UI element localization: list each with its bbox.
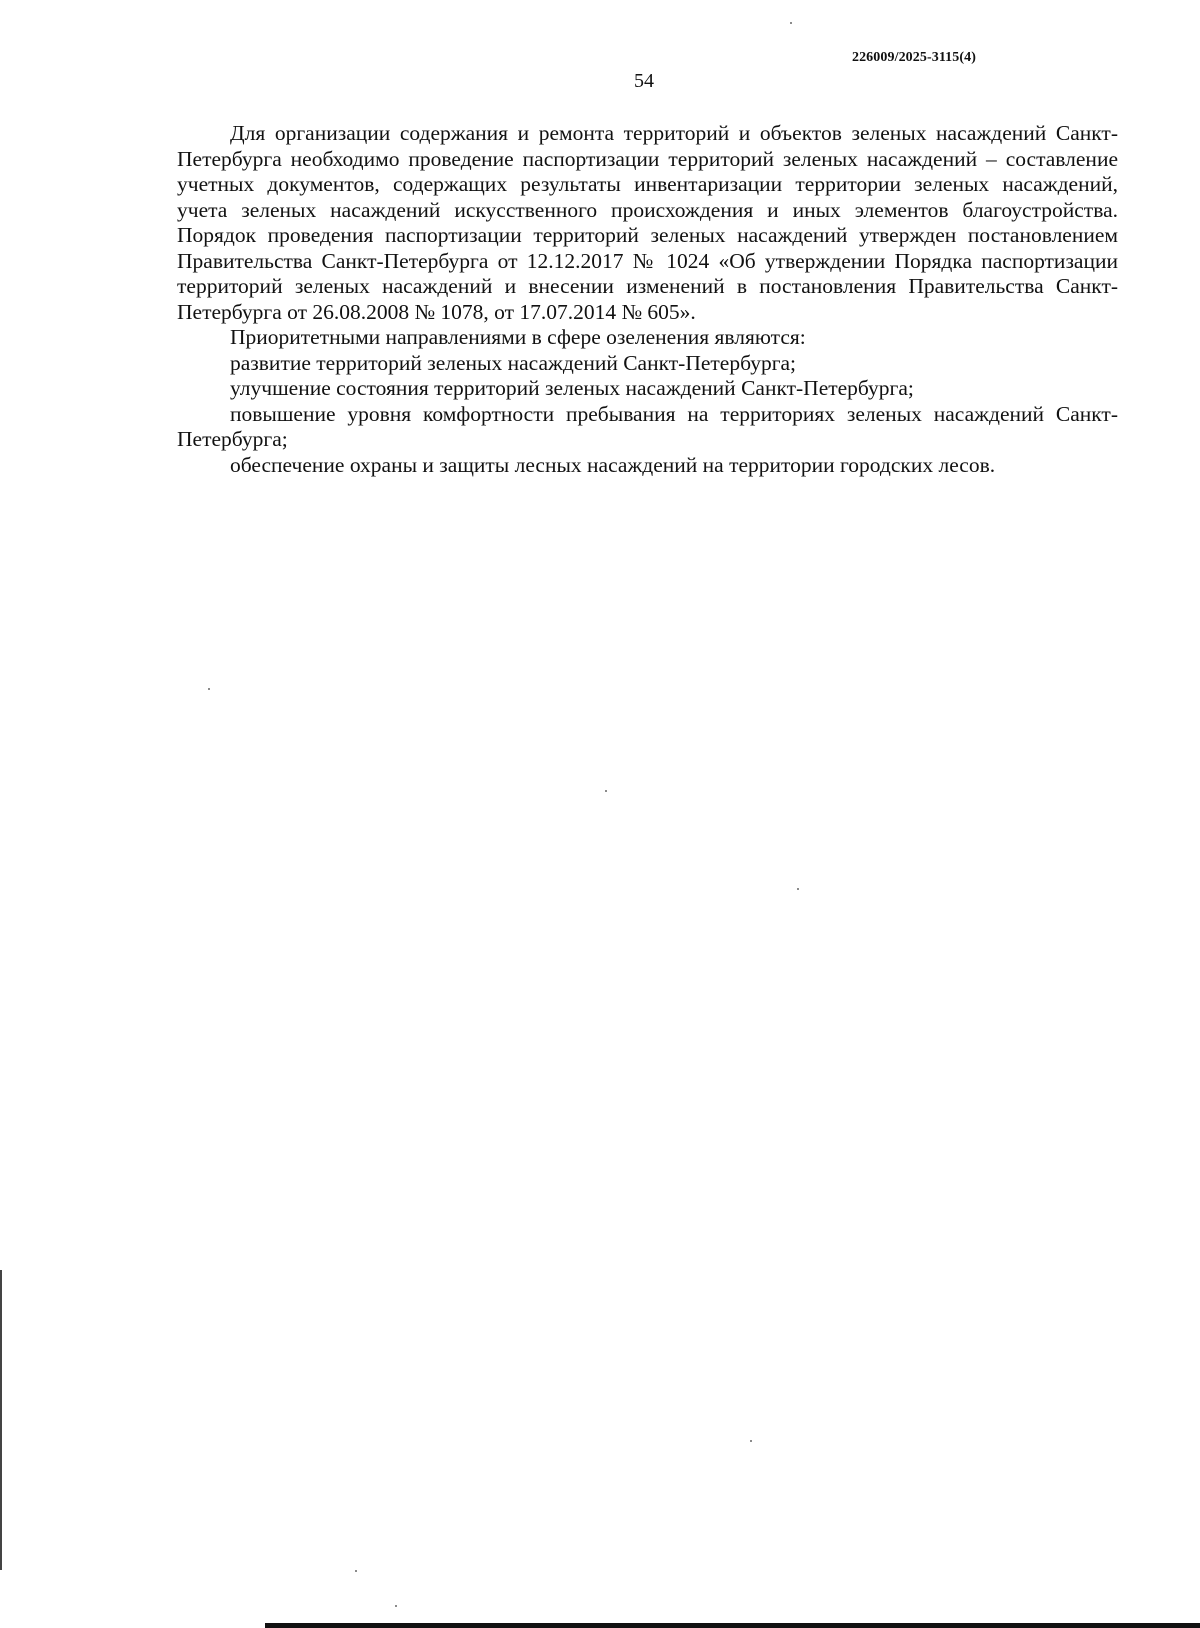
scan-speck [750,1440,752,1442]
scan-speck [797,888,799,890]
list-item-comfort: повышение уровня комфортности пребывания на территориях зеленых насаждений Санкт-Петербурга; [177,401,1118,451]
document-body [177,121,1118,478]
scan-speck [605,790,607,792]
scan-bottom-edge [265,1623,1200,1628]
scan-speck [208,688,210,690]
page-number: 54 [634,70,654,92]
paragraph-passportization: Для организации содержания и ремонта территорий и объектов зеленых насаждений Санкт-Петербурга необходимо проведение паспортизации территорий зеленых насаждений – составление учетных документов, содержащих результаты инвентаризации территории зеленых насаждений, учета зеленых насаждений искусственного происхождения и иных элементов благоустройства. Порядок проведения паспортизации территорий зеленых насаждений утвержден постановлением Правительства Санкт-Петербурга от 12.12.2017 № 1024 «Об утверждении Порядка паспортизации территорий зеленых насаждений и внесении изменений в постановления Правительства Санкт-Петербурга от 26.08.2008 № 1078, от 17.07.2014 № 605». [177,121,1118,324]
scan-speck [355,1570,357,1572]
scan-edge-line [0,1270,2,1570]
document-registration-number: 226009/2025-3115(4) [851,50,976,65]
list-item-development: развитие территорий зеленых насаждений Санкт-Петербурга; [230,350,797,375]
list-item-forest-protection: обеспечение охраны и защиты лесных насаждений на территории городских лесов. [230,452,996,477]
scan-speck [395,1605,397,1607]
scan-speck [790,22,792,24]
paragraph-priorities-intro: Приоритетными направлениями в сфере озеленения являются: [230,325,806,349]
list-item-improvement: улучшение состояния территорий зеленых насаждений Санкт-Петербурга; [230,376,914,400]
